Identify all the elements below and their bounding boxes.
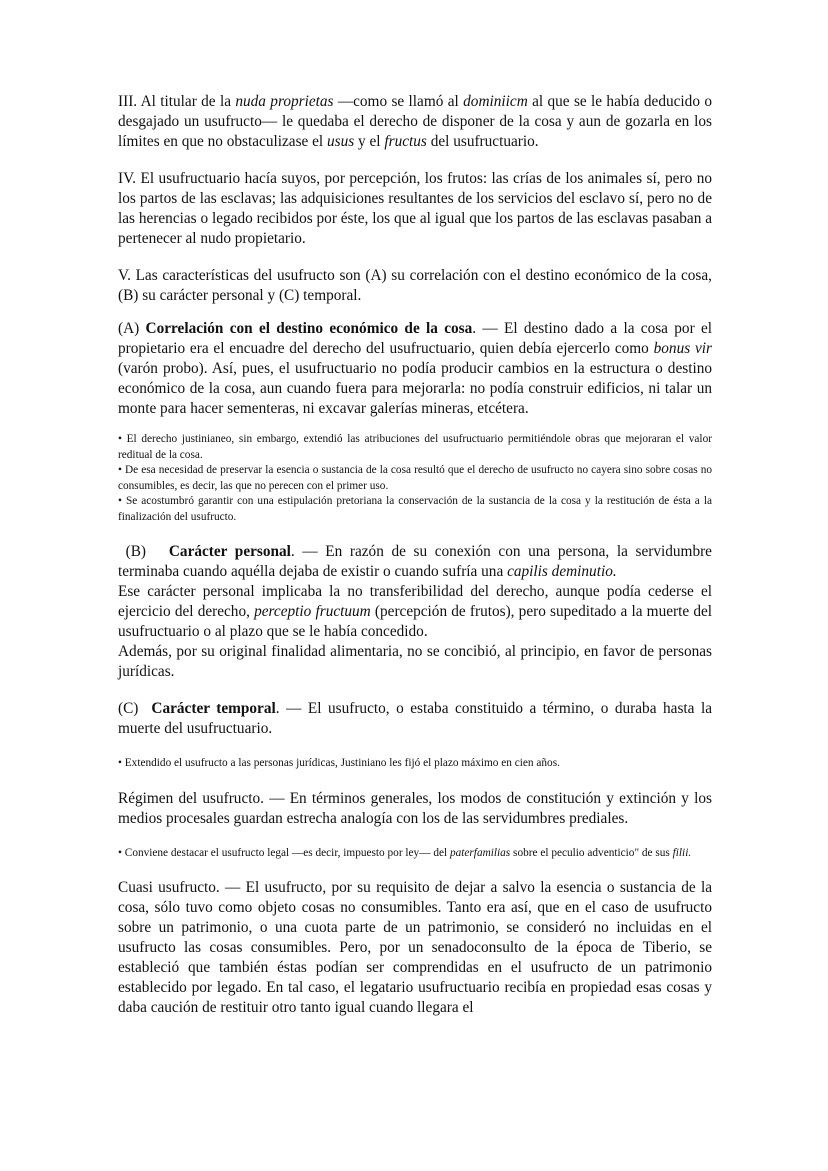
document-page (118, 92, 712, 1018)
note-usufructo-legal: • Conviene destacar el usufructo legal —es decir, impuesto por ley— del paterfamilias sobre el peculio adventicio" de sus filii. (118, 846, 692, 859)
paragraph-b-caracter-personal: (B) Carácter personal. — En razón de su conexión con una persona, la servidumbre terminaba cuando aquélla dejaba de existir o cuando sufría una capilis deminutio. Ese carácter personal implicaba la no transferibilidad del derecho, aunque podía cederse el ejercicio del derecho, perceptio fructuum (percepción de frutos), pero supeditado a la muerte del usufructuario o al plazo que se le había concedido. Además, por su original finalidad alimentaria, no se concibió, al principio, en favor de personas jurídicas. (118, 543, 713, 680)
paragraph-c-caracter-temporal: (C) Carácter temporal. — El usufructo, o estaba constituido a término, o duraba hasta la muerte del usufructuario. (118, 700, 712, 737)
note-item: • Se acostumbró garantir con una estipulación pretoriana la conservación de la sustancia de la cosa y la restitución de ésta a la finalización del usufructo. (118, 495, 712, 523)
note-item: • De esa necesidad de preservar la esencia o sustancia de la cosa resultó que el derecho de usufructo no cayera sino sobre cosas no consumibles, es decir, las que no perecen con el primer uso. (118, 464, 712, 492)
paragraph-iv: IV. El usufructuario hacía suyos, por percepción, los frutos: las crías de los animales sí, pero no los partos de las esclavas; las adquisiciones resultantes de los servicios del esclavo sí, pero no de las herencias o legado recibidos por éste, los que al igual que los partos de las esclavas pasaban a pertenecer al nudo propietario. (118, 170, 712, 247)
paragraph-cuasi-usufructo: Cuasi usufructo. — El usufructo, por su requisito de dejar a salvo la esencia o sustancia de la cosa, sólo tuvo como objeto cosas no consumibles. Tanto era así, que en el caso de usufructo sobre un patrimonio, o una cuota parte de un patrimonio, se consideró no incluidas en el usufructo las cosas consumibles. Pero, por un senadoconsulto de la época de Tiberio, se estableció que también éstas podían ser comprendidas en el usufructo de un patrimonio establecido por legado. En tal caso, el legatario usufructuario recibía en propiedad esas cosas y daba caución de restituir otro tanto igual cuando llegara el (118, 879, 712, 1016)
paragraph-regimen-usufructo: Régimen del usufructo. — En términos generales, los modos de constitución y extinción y los medios procesales guardan estrecha analogía con los de las servidumbres prediales. (118, 789, 712, 827)
note-temporal: • Extendido el usufructo a las personas jurídicas, Justiniano les fijó el plazo máximo en cien años. (118, 757, 560, 769)
note-item: • El derecho justinianeo, sin embargo, extendió las atribuciones del usufructuario permitiéndole obras que mejoraran el valor reditual de la cosa. (118, 433, 712, 461)
paragraph-a-correlacion: (A) Correlación con el destino económico de la cosa. — El destino dado a la cosa por el propietario era el encuadre del derecho del usufructuario, quien debía ejercerlo como bonus vir (varón probo). Así, pues, el usufructuario no podía producir cambios en la estructura o destino económico de la cosa, aun cuando fuera para mejorarla: no podía construir edificios, ni talar un monte para hacer sementeras, ni excavar galerías mineras, etcétera. (118, 320, 712, 417)
paragraph-v: V. Las características del usufructo son (A) su correlación con el destino económico de la cosa, (B) su carácter personal y (C) temporal. (118, 267, 712, 304)
paragraph-iii: III. Al titular de la nuda proprietas —como se llamó al dominiicm al que se le había deducido o desgajado un usufructo— le quedaba el derecho de disponer de la cosa y aun de gozarla en los límites en que no obstaculizase el usus y el fructus del usufructuario. (118, 93, 712, 150)
notes-correlacion (118, 432, 712, 525)
